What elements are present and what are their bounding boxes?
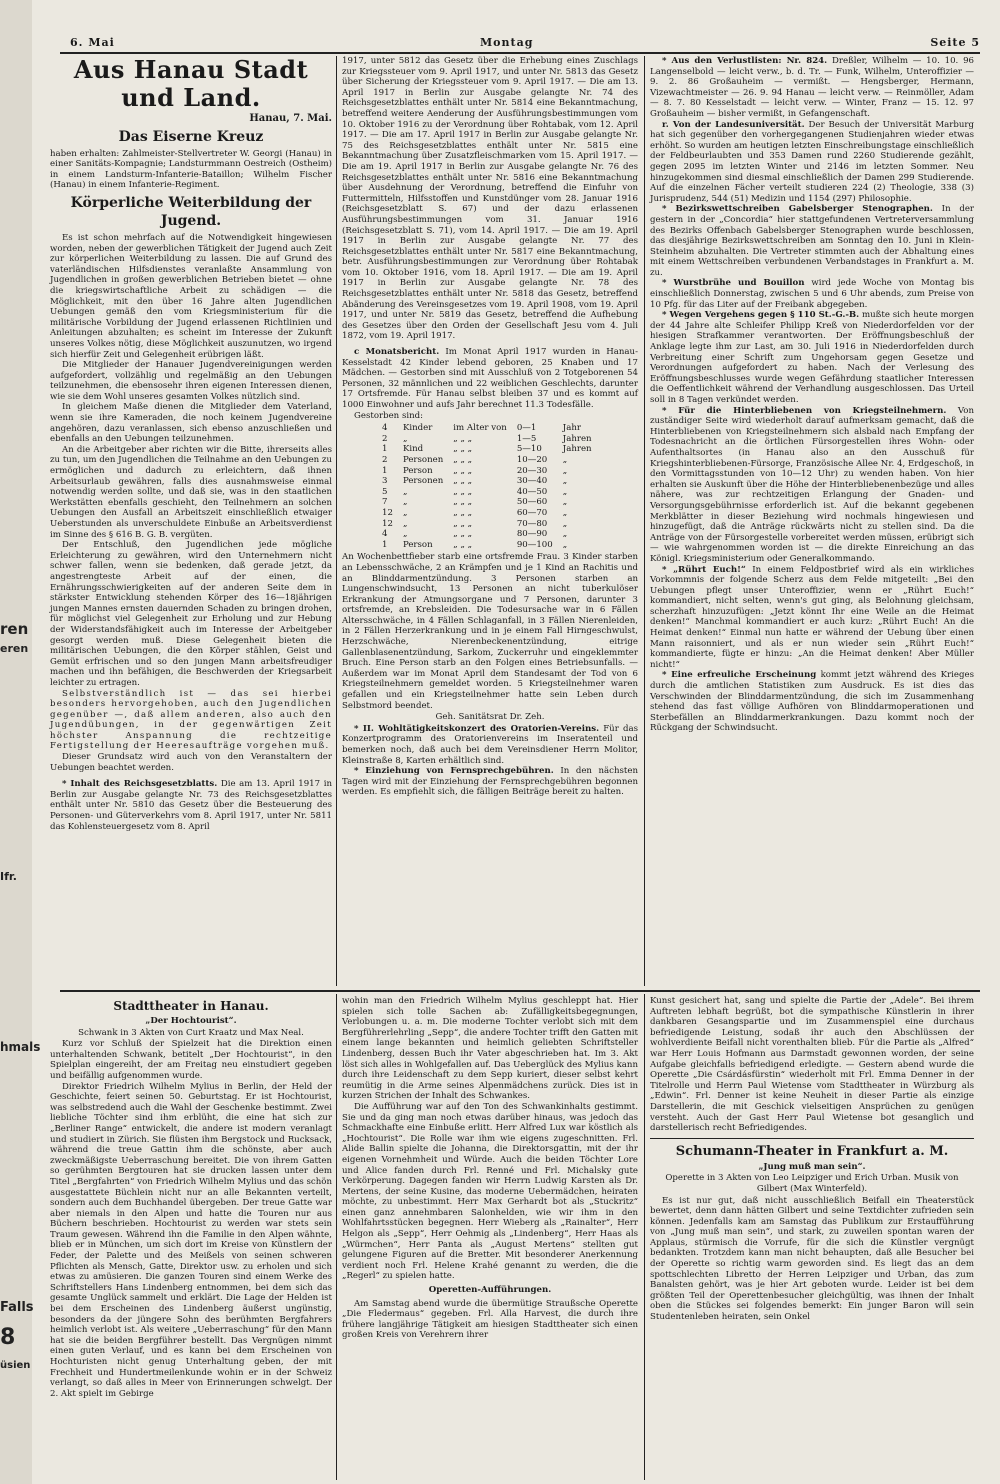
mortality-range: 5—10	[516, 444, 542, 455]
edge-fragment: Falls	[0, 1300, 34, 1315]
mortality-unit: „	[402, 529, 408, 540]
notice-head: * Bezirkswettschreiben Gabelsberger Stenographen.	[662, 204, 933, 215]
mortality-suffix: „	[562, 465, 568, 476]
notice-head: * Für die Hinterbliebenen von Kriegsteilnehmern.	[662, 405, 947, 416]
column-reports	[342, 56, 638, 986]
edge-fragment: eren	[0, 642, 29, 655]
mortality-unit: Person	[402, 539, 433, 550]
mortality-range: 1—5	[516, 433, 537, 444]
article-paragraph: Die Aufführung war auf den Ton des Schwankinhalts gestimmt. Sie und da ging man noch etwas darüber hinaus, was jedoch das Schmackhafte eine Einbuße erlitt. Herr Alfred Lux war köstlich als „Hochtourist“. Die Rolle war ihm wie eigens zugeschnitten. Frl. Alide Ballin spielte die Johanna, die Direktorsgattin, mit der ihr eigenen Vornehmheit und Würde. Auch die beiden Töchter Lore und Alice fanden durch Frl. Renné und Frl. Michalsky gute Verkörperung. Dagegen fanden wir Herrn Ludwig Karsten als Dr. Mertens, der seine Kusine, das moderne Uebermädchen, heiraten möchte, zu unbestimmt. Herr Max Gerhardt bot als „Stuckritz“ einen ganz annehmbaren Salonhelden, wie wir ihm in den Wohlfahrtsstücken begegnen. Herr Wieberg als „Rainalter“, Herr Helgon als „Sepp“, Herr Oehmig als „Lindenberg“, Herr Haas als „Würmchen“, Herr Panta als „August Mertens“ stellten gut gelungene Figuren auf die Bretter. Mit besonderer Anerkennung verdient noch Frl. Helene Krahé genannt zu werden, die die „Regerl“ zu spielen hatte.	[342, 1101, 638, 1282]
article-text: haben erhalten: Zahlmeister-Stellvertreter W. Georgi (Hanau) in einer Sanitäts-Kompagnie; Landsturmmann Oestreich (Ostheim) in einem Landsturm-Infanterie-Bataillon; Wilhelm Fischer (Hanau) in einem Infanterie-Regiment.	[50, 148, 332, 191]
article-paragraph: Selbstverständlich ist — das sei hierbei besonders hervorgehoben, auch den Jugendlichen gegenüber —, daß allem anderen, also auch den Jugendübungen, in der gegenwärtigen Zeit höchster Anspannung die rechtzeitige Fertigstellung der Heeresaufträge vorgehen muß.	[50, 688, 332, 752]
mortality-count: 4	[382, 423, 388, 434]
mortality-table	[382, 423, 602, 550]
notice-head: * II. Wohltätigkeitskonzert des Oratorien-Vereins.	[354, 723, 600, 734]
notice-text: In den nächsten Tagen wird mit der Einziehung der Fernsprechgebühren begonnen werden. Es empfiehlt sich, die fälligen Beiträge bereit zu halten.	[342, 766, 638, 798]
mortality-unit: „	[402, 518, 408, 529]
masthead-date: 6. Mai	[70, 36, 115, 49]
mortality-unit: Kinder	[402, 423, 433, 434]
section-title: Aus Hanau Stadt und Land.	[73, 55, 309, 112]
mortality-range: 70—80	[516, 518, 548, 529]
notice-text: Der Besuch der Universität Marburg hat sich gegenüber den vorhergegangenen Studienjahren wieder etwas erhöht. So wurden am heutigen letzten Einschreibungstage einschließlich der Feldbeurlaubten und 353 Damen rund 2260 Studierende gezählt, gegen 2095 im letzten Winter und 2146 im letzten Sommer. Neu hinzugekommen sind diesmal einschließlich der Damen 299 Studierende. Auf die einzelnen Fächer verteilt studieren 224 (2) Theologie, 338 (3) Jurisprudenz, 544 (51) Medizin und 1154 (297) Philosophie.	[650, 119, 975, 204]
notice-text: Dreßler, Wilhelm — 10. 10. 96 Langenselbold — leicht verw., b. d. Tr. — Funk, Wilhelm, Unteroffizier — 9. 2. 86 Großauheim — vermißt. — Hengsberger, Hermann, Vizewachtmeister — 26. 9. 94 Hanau — leicht verw. — Reinmöller, Adam — 8. 7. 80 Kesselstadt — leicht verw. — Winter, Franz — 15. 12. 97 Großauheim — bisher vermißt, in Gefangenschaft.	[650, 56, 975, 119]
notice-text: wird jede Woche von Montag bis einschließlich Donnerstag, zwischen 5 und 6 Uhr abends, zum Preise von 10 Pfg. für das Liter auf der Freibank abgegeben.	[650, 278, 974, 310]
mortality-prefix: „ „ „	[453, 433, 473, 444]
article-title: Stadttheater in Hanau.	[113, 999, 269, 1013]
article-paragraph: An die Arbeitgeber aber richten wir die Bitte, ihrerseits alles zu tun, um den Jugendlichen die Teilnahme an den Uebungen zu ermöglichen und dadurch zu erleichtern, daß ihnen Arbeitsurlaub gewähren, falls dies ausnahmsweise einmal notwendig werden sollte, und daß sie, was in den staatlichen Werkstätten ebenfalls geschieht, den Teilnehmern an solchen Uebungen den Ausfall an Arbeitszeit einschließlich etwaiger Ueberstunden als unverschuldete Einbuße an Arbeitsverdienst im Sinne des § 616 B. G. B. vergüten.	[50, 444, 332, 540]
column-theater-review-cont	[342, 996, 638, 1480]
mortality-range: 30—40	[516, 476, 548, 487]
mortality-prefix: „ „ „	[453, 507, 473, 518]
mortality-count: 1	[382, 465, 388, 476]
column-rule	[644, 994, 645, 1480]
article-paragraph: Kunst gesichert hat, sang und spielte die Partie der „Adele“. Bei ihrem Auftreten lebhaft begrüßt, bot die sympathische Künstlerin in ihrer dankbaren Gesangspartie und im Zusammenspiel eine durchaus befriedigende Leistung, sodaß ihr auch den Abschlüssen der wohlverdiente Beifall nicht vorenthalten blieb. Für die Partie als „Alfred“ war Herr Louis Hofmann aus Darmstadt gewonnen worden, der seine Aufgabe gleichfalls befriedigend erledigte. — Gestern abend wurde die Operette „Die Csárdásfürstin“ wiederholt mit Frl. Emma Denner in der Titelrolle und Herrn Paul Wietense vom Stadttheater in Würzburg als „Edwin“. Frl. Denner ist keine Neuheit in dieser Partie als einzige Darstellerin, die mit Geschick vielseitigen Ansprüchen zu genügen versteht. Auch der Gast Herr Paul Wietense bot gesanglich und darstellerisch recht Befriedigendes.	[650, 996, 974, 1134]
mortality-suffix: „	[562, 518, 568, 529]
notice-text: Die am 13. April 1917 in Berlin zur Ausgabe gelangte Nr. 73 des Reichsgesetzblattes enthält unter Nr. 5810 das Gesetz über die Besteuerung des Personen- und Güterverkehrs vom 8. April 1917, unter Nr. 5811 das Kohlensteuergesetz vom 8. April	[50, 779, 333, 832]
article-paragraph: Die Mitglieder der Hanauer Jugendvereinigungen werden aufgefordert, vollzählig und regelmäßig an den Uebungen teilzunehmen, die ebensosehr ihren eigenen Interessen dienen, wie sie dem Wohl unseres gesamten Volkes nützlich sind.	[50, 360, 332, 402]
edge-fragment: üsien	[0, 1360, 31, 1371]
article-paragraph: Es ist schon mehrfach auf die Notwendigkeit hingewiesen worden, neben der gewerblichen Tätigkeit der Jugend auch Zeit zur körperlichen Weiterbildung zu lassen. Die auf Grund des vaterländischen Hilfsdienstes veranlaßte Ansammlung von Jugendlichen in großen gewerblichen Betrieben bietet — ohne die kriegswirtschaftliche Arbeit zu schädigen — die Möglichkeit, mit den über 16 Jahre alten Jugendlichen Uebungen gemäß den vom Kriegsministerium für die militärische Vorbildung der Jugend erlassenen Richtlinien und Anleitungen abzuhalten; es scheint im Interesse der Zukunft unseres Volkes nötig, diese Möglichkeit auszunutzen, wo irgend sich hierfür Zeit und Gelegenheit erübrigen läßt.	[50, 232, 332, 360]
notice-head: c Monatsbericht.	[354, 347, 440, 358]
mortality-range: 50—60	[516, 497, 548, 508]
mortality-count: 3	[382, 476, 388, 487]
masthead	[40, 36, 980, 50]
mortality-count: 5	[382, 486, 388, 497]
article-text: An Wochenbettfieber starb eine ortsfremde Frau. 3 Kinder starben an Lebensschwäche, 2 an Krämpfen und je 1 Kind an Rachitis und an Blinddarmentzündung. 3 Personen starben an Lungenschwindsucht, 13 Personen an nicht tuberkulöser Erkrankung der Atmungsorgane und 7 Personen, darunter 3 ortsfremde, an Krebsleiden. Die Todesursache war in 6 Fällen Altersschwäche, in 4 Fällen Schlaganfall, in 3 Fällen Nierenleiden, in 2 Fällen Herzerkrankung und in je einem Fall Hirngeschwulst, Herzschwäche, Nierenbeckenentzündung, eitrige Gallenblasenentzündung, Sarkom, Zuckerruhr und eingeklemmter Bruch. Eine Person starb an den Folgen eines Betriebsunfalls. — Außerdem war im Monat April dem Standesamt der Tod von 6 Kriegsteilnehmern gemeldet worden. 5 Kriegsteilnehmer waren gefallen und ein Kriegsteilnehmer hatte sein Leben durch Selbstmord beendet.	[342, 552, 638, 711]
article-text: 1917, unter 5812 das Gesetz über die Erhebung eines Zuschlags zur Kriegssteuer vom 9. April 1917, und unter Nr. 5813 das Gesetz über Sicherung der Kriegssteuer vom 9. April 1917. — Die am 13. April 1917 in Berlin zur Ausgabe gelangte Nr. 74 des Reichsgesetzblattes enthält unter Nr. 5814 eine Bekanntmachung, betreffend weitere Aenderung der Ausführungsbestimmungen vom 10. Oktober 1916 zu der Verordnung über Rohtabak, vom 12. April 1917. — Die am 17. April 1917 in Berlin zur Ausgabe gelangte Nr. 75 des Reichsgesetzblattes enthält unter Nr. 5815 eine Bekanntmachung über Zusatzfleischmarken vom 15. April 1917. — Die am 19. April 1917 in Berlin zur Ausgabe gelangte Nr. 76 des Reichsgesetzblattes enthält unter Nr. 5816 eine Bekanntmachung über Ausdehnung der Verordnung, betreffend die Einfuhr von Futtermitteln, Hilfsstoffen und Kunstdünger vom 28. Januar 1916 (Reichsgesetzblatt S. 67) und der dazu erlassenen Ausführungsbestimmungen vom 31. Januar 1916 (Reichsgesetzblatt S. 71), vom 14. April 1917. — Die am 19. April 1917 in Berlin zur Ausgabe gelangte Nr. 77 des Reichsgesetzblattes enthält unter Nr. 5817 eine Bekanntmachung, betr. Ausführungsbestimmungen zur Verordnung über Rohtabak vom 10. Oktober 1916, vom 18. April 1917. — Die am 19. April 1917 in Berlin zur Ausgabe gelangte Nr. 78 des Reichsgesetzblattes enthält unter Nr. 5818 das Gesetz, betreffend Abänderung des Vereinsgesetzes vom 19. April 1908, vom 19. April 1917, und unter Nr. 5819 das Gesetz, betreffend die Aufhebung des Gesetzes über den Orden der Gesellschaft Jesu vom 4. Juli 1872, vom 19. April 1917.	[342, 56, 638, 342]
mortality-range: 20—30	[516, 465, 548, 476]
mortality-row	[382, 466, 602, 477]
masthead-rule	[60, 52, 980, 54]
mortality-suffix: „	[562, 486, 568, 497]
notice-head: * Einziehung von Fernsprechgebühren.	[354, 766, 554, 777]
mortality-row	[382, 519, 602, 530]
mortality-count: 1	[382, 444, 388, 455]
article-paragraph: In gleichem Maße dienen die Mitglieder dem Vaterland, wenn sie ihre Kameraden, die noch keinem Jugendvereine angehören, dazu veranlassen, sich ebenso anzuschließen und ebenfalls an den Uebungen teilzunehmen.	[50, 402, 332, 445]
notice-text: mußte sich heute morgen der 44 Jahre alte Schleifer Philipp Kreß von Niederdorfelden vor der hiesigen Strafkammer verantworten. Der Eröffnungsbeschluß der Anklage legte ihm zur Last, am 30. Juli 1916 in Niederdorfelden durch Verbreitung einer Schrift zum Ungehorsam gegen Gesetze und Verordnungen aufgefordert zu haben. Nach der Verlesung des Eröffnungsbeschlusses wurde wegen Gefährdung staatlicher Interessen die Oeffentlichkeit während der Verhandlung ausgeschlossen. Das Urteil soll in 8 Tagen verkündet werden.	[650, 310, 974, 405]
mortality-prefix: „ „ „	[453, 486, 473, 497]
dateline: Hanau, 7. Mai.	[249, 113, 332, 124]
mortality-count: 7	[382, 497, 388, 508]
column-rule	[336, 56, 337, 986]
mortality-row	[382, 423, 602, 434]
mortality-suffix: Jahren	[562, 444, 592, 455]
mortality-prefix: „ „ „	[453, 497, 473, 508]
article-title: Das Eiserne Kreuz	[118, 128, 264, 145]
mortality-suffix: „	[562, 529, 568, 540]
article-title: Schumann-Theater in Frankfurt a. M.	[675, 1143, 949, 1159]
mortality-range: 80—90	[516, 529, 548, 540]
mortality-range: 90—100	[516, 539, 553, 550]
column-local-news	[50, 56, 332, 986]
mortality-suffix: „	[562, 476, 568, 487]
column-notices	[650, 56, 974, 986]
mortality-count: 12	[382, 507, 393, 518]
notice-head: * Wurstbrühe und Bouillon	[662, 278, 805, 289]
mortality-prefix: „ „ „	[453, 529, 473, 540]
mortality-suffix: „	[562, 454, 568, 465]
notice-head: * „Rührt Euch!“	[662, 564, 746, 575]
notice-head: r. Von der Landesuniversität.	[662, 119, 805, 130]
adjacent-page-edge	[0, 0, 41, 1484]
mortality-unit: „	[402, 497, 408, 508]
mortality-row	[382, 455, 602, 466]
article-rule	[650, 1138, 974, 1139]
mortality-suffix: „	[562, 497, 568, 508]
article-paragraph: Dieser Grundsatz wird auch von den Veranstaltern der Uebungen beachtet werden.	[50, 752, 332, 773]
mortality-count: 2	[382, 433, 388, 444]
notice-text: Von zuständiger Seite wird wiederholt darauf aufmerksam gemacht, daß die Hinterbliebenen von Kriegsteilnehmern sich alsbald nach Empfang der Todesnachricht an die örtlichen Fürsorgestellen ihres Wohn- oder Aufenthaltsortes (in Hanau also an den Ausschuß für Kriegshinterbliebenen-Fürsorge, Französische Allee Nr. 4, Erdgeschoß, in den Vormittagsstunden von 10—12 Uhr) zu wenden haben. Von hier erhalten sie Auskunft über die Höhe der Hinterbliebenenbezüge und alles nähere, was zur rechtzeitigen Erlangung der Gnaden- und Versorgungsgebührnisse erforderlich ist. Auf die bekannt gegebenen Merkblätter in dieser Beziehung wird nochmals hingewiesen und hinzugefügt, daß die Anträge rückwärts nicht zu stellen sind. Da die Anträge von der Fürsorgestelle vorbereitet werden müssen, erübrigt sich — wie wahrgenommen worden ist — die direkte Einreichung an das Königl. Kriegsministerium oder Generalkommando.	[650, 405, 975, 564]
stats-label: Gestorben sind:	[354, 410, 424, 421]
signature: Geh. Sanitätsrat Dr. Zeh.	[435, 712, 545, 723]
edge-fragment: ren	[0, 620, 29, 638]
mortality-suffix: Jahr	[562, 423, 581, 434]
mortality-range: 60—70	[516, 507, 548, 518]
notice-text: Im Monat April 1917 wurden in Hanau-Kesselstadt 42 Kinder lebend geboren, 25 Knaben und 17 Mädchen. — Gestorben sind mit Ausschluß von 2 Totgeborenen 54 Personen, 32 männlichen und 22 weiblichen Geschlechts, darunter 17 Ortsfremde. Für Hanau selbst bleiben 37 und es kommt auf 1000 Einwohner und aufs Jahr berechnet 11.3 Todesfälle.	[342, 347, 638, 410]
mortality-row	[382, 487, 602, 498]
mortality-prefix: im Alter von	[453, 423, 507, 434]
column-theater-review	[50, 996, 332, 1480]
mortality-prefix: „ „ „	[453, 454, 473, 465]
article-paragraph: Der Entschluß, den Jugendlichen jede mögliche Erleichterung zu gewähren, wird den Unternehmern nicht schwer fallen, wenn sie bedenken, daß gerade jetzt, da angestrengteste Arbeit auf der einen, die Ernährungsschwierigkeiten auf der anderen Seite dem in stärkster Entwicklung stehenden Körper des 16—18jährigen jungen Mannes ernsten dauernden Schaden zu bringen drohen, für möglichst viel Gelegenheit zur Erholung und zur Hebung der Widerstandsfähigkeit auch im Interesse der Arbeitgeber gesorgt werden muß. Diese Gelegenheit bieten die militärischen Uebungen, die den Körper stählen, Geist und Gemüt erfrischen und so den jungen Mann arbeitsfreudiger machen und ihn befähigen, die Beschwerden der Kriegsarbeit leichter zu ertragen.	[50, 540, 332, 688]
mortality-prefix: „ „ „	[453, 476, 473, 487]
mortality-range: 10—20	[516, 454, 548, 465]
notice-text: In der gestern in der „Concordia“ hier stattgefundenen Vertreterversammlung des Bezirks Offenbach Gabelsberger Stenographen wurde beschlossen, das diesjährige Bezirkswettschreiben am Sonntag den 10. Juni in Klein-Steinheim abzuhalten. Die Vertreter stimmten auch der Abhaltung eines mit einem Wettschreiben verbundenen Verbandstages in Frankfurt a. M. zu.	[650, 204, 975, 278]
column-operetta-review	[650, 996, 974, 1480]
mortality-unit: Personen	[402, 454, 444, 465]
mortality-prefix: „ „ „	[453, 518, 473, 529]
notice-text: In einem Feldpostbrief wird als ein wirkliches Vorkommnis der folgende Scherz aus dem Felde mitgeteilt: „Bei den Uebungen pflegt unser Unteroffizier, wenn er „Rührt Euch!“ kommandiert, nicht selten, wenn's gut ging, als Belohnung gleichsam, scherzhaft hinzuzufügen: „Jetzt könnt Ihr eine Weile an die Heimat denken!“ Manchmal kommandiert er auch kurz: „Rührt Euch! An die Heimat denken!“ Einmal nun hatte er während der Uebung über einen Mann raisonniert, und als er nun wieder sein „Rührt Euch!“ kommandierte, fügte er hinzu: „An die Heimat denken! Aber Müller nicht!“	[650, 564, 974, 670]
notice-head: * Inhalt des Reichsgesetzblatts.	[62, 779, 218, 790]
article-credit: Schwank in 3 Akten von Curt Kraatz und Max Neal.	[78, 1027, 304, 1038]
notice-head: * Aus den Verlustlisten: Nr. 824.	[662, 56, 828, 66]
notice-head: * Wegen Vergehens gegen § 110 St.-G.-B.	[662, 310, 860, 321]
mortality-suffix: Jahren	[562, 433, 592, 444]
article-paragraph: wohin man den Friedrich Wilhelm Mylius geschleppt hat. Hier spielen sich tolle Sachen ab: Zufälligkeitsbegegnungen, Verlobungen u. a. m. Die moderne Tochter verlobt sich mit dem Bergführerlehrling „Sepp“, die andere Tochter trifft den Gatten mit einem lange bekannten und heimlich geliebten Schriftsteller Lindenberg, dessen Buch ihr Vater abgeschrieben hat. Im 3. Akt löst sich alles in Wohlgefallen auf. Das Ueberglück des Mylius kann durch ihre Leidenschaft zu dem Sepp kuriert, dieser selbst kehrt reumütig in die Arme seines Alpenmädchens zurück. Dies ist in kurzen Strichen der Inhalt des Schwankes.	[342, 996, 638, 1102]
mortality-count: 12	[382, 518, 393, 529]
mortality-range: 0—1	[516, 423, 537, 434]
mortality-row	[382, 476, 602, 487]
column-rule	[336, 994, 337, 1480]
article-subtitle: „Der Hochtourist“.	[145, 1016, 237, 1026]
section-rule	[60, 990, 980, 992]
mortality-prefix: „ „ „	[453, 465, 473, 476]
article-paragraph: Am Samstag abend wurde die übermütige Straußsche Operette „Die Fledermaus“ gegeben. Frl. Alla Harvest, die durch ihre frühere langjährige Tätigkeit am hiesigen Stadttheater sich einen großen Kreis von Verehrern ihrer	[342, 1298, 638, 1341]
article-title: Körperliche Weiterbildung der Jugend.	[70, 194, 312, 229]
mortality-unit: „	[402, 433, 408, 444]
column-rule	[644, 56, 645, 986]
mortality-count: 1	[382, 539, 388, 550]
mortality-row	[382, 508, 602, 519]
notice-text: Für das Konzertprogramm des Oratorienvereins im Inseratenteil und bemerken noch, daß auch bei dem Vereinsdiener Herrn Molitor, Kleinstraße 8, Karten erhältlich sind.	[342, 723, 638, 766]
mortality-prefix: „ „ „	[453, 444, 473, 455]
mortality-prefix: „ „ „	[453, 539, 473, 550]
article-credit: Operette in 3 Akten von Leo Leipziger und Erich Urban. Musik von Gilbert (Max Winterfeld).	[665, 1173, 959, 1194]
mortality-row	[382, 497, 602, 508]
mortality-unit: Person	[402, 465, 433, 476]
article-paragraph: Es ist nur gut, daß nicht ausschließlich Beifall ein Theaterstück bewertet, denn dann hätten Gilbert und seine Textdichter zufrieden sein können. Jedenfalls kam am Samstag das Publikum zur Erstaufführung von „Jung muß man sein“, und stark, zu zuweilen spontan waren der Applaus, stürmisch die Vorrufe, für die sich die Künstler vergnügt bedankten. Trotzdem kann man nicht behaupten, daß alle Besucher bei der Operette so richtig warm geworden sind. Es liegt das an dem spottschlechten Libretto der Herren Leipziger und Urban, das zum Banalsten gehört, was je hier Art geboten wurde. Leider ist bei dem größten Teil der Operettenbesucher gleichgültig, was ihnen der Inhalt oben die Stückes sei folgendes bemerkt: Ein junger Baron will sein Studentenleben heiraten, sein Onkel	[650, 1195, 974, 1323]
article-paragraph: Direktor Friedrich Wilhelm Mylius in Berlin, der Held der Geschichte, feiert seinen 50. Geburtstag. Er ist Hochtourist, was selbstredend auch die Wahl der Geschenke bestimmt. Zwei liebliche Töchter sind ihm erblüht, die eine hat sich zur „Berliner Range“ entwickelt, die andere ist modern veranlagt und studiert in Zürich. Sie flüsten ihm Bergstock und Rucksack, während die treue Gattin ihm die schönste, aber auch zweckmäßigste Ueberraschung bereitet. Die von ihrem Gatten so gerühmten Bergtouren hat sie drucken lassen unter dem Titel „Bergfahrten“ von Friedrich Wilhelm Mylius und das schön ausgestattete Büchlein nicht nur an alle Bekannten verteilt, sondern auch dem Buchhandel übergeben. Der treue Gatte war aber niemals in den Alpen und hatte die Touren nur aus Büchern beschrieben. Hochtourist zu werden war stets sein Traum gewesen. Während ihn die Familie in den Alpen wähnte, blieb er in München, um sich dort im Kreise von Künstlern der Feder, der Palette und des Meißels von seinen schweren Pflichten als Mensch, Gatte, Direktor usw. zu erholen und sich etwas zu amüsieren. Die ganzen Touren sind einem Werke des Schriftstellers Hans Lindenberg entnommen, bei dem sich das gesamte Unglück sammelt und erklärt. Die Lage der Helden ist bei dem Erscheinen des Lindenberg äußerst ungünstig, besonders da der jüngere Sohn des berühmten Bergfahrers heimlich verlobt ist. Als weitere „Ueberraschung“ für den Mann hat sie die beiden Bergführer bestellt. Das Vergnügen nimmt einen guten Verlauf, und es kann bei dem Erscheinen von Hochturisten nicht genug Unterhaltung geben, der mit Frechheit und Hundertmeilenkunde wohin er in der Schweiz verlangt, so daß alles in Meer von Erinnerungen schwelgt. Der 2. Akt spielt im Gebirge	[50, 1081, 332, 1399]
edge-fragment: 8	[0, 1325, 16, 1350]
mortality-count: 2	[382, 454, 388, 465]
mortality-row	[382, 540, 602, 551]
notice-text: kommt jetzt während des Krieges durch die amtlichen Statistiken zum Ausdruck. Es ist dies das Verschwinden der Blinddarmentzündung, die sich im Zusammenhang stehend das fast völlige Aufhören von Blinddarmoperationen und Sterbefällen an Blinddarmerkrankungen. Dazu kommt noch der Rückgang der Schwindsucht.	[650, 670, 974, 734]
notice-head: * Eine erfreuliche Erscheinung	[662, 670, 817, 681]
masthead-weekday: Montag	[480, 36, 534, 49]
mortality-row	[382, 434, 602, 445]
mortality-unit: Kind	[402, 444, 424, 455]
article-subtitle: „Jung muß man sein“.	[758, 1161, 866, 1172]
mortality-unit: „	[402, 486, 408, 497]
article-subhead: Operetten-Aufführungen.	[428, 1285, 552, 1296]
mortality-unit: „	[402, 507, 408, 518]
mortality-suffix: „	[562, 539, 568, 550]
edge-fragment: Ifr.	[0, 870, 17, 883]
article-paragraph: Kurz vor Schluß der Spielzeit hat die Direktion einen unterhaltenden Schwank, betitelt „Der Hochtourist“, in den Spielplan eingereiht, der am Freitag neu einstudiert gegeben und beifällig aufgenommen wurde.	[50, 1039, 332, 1081]
mortality-suffix: „	[562, 507, 568, 518]
masthead-page-number: Seite 5	[930, 36, 980, 49]
mortality-row	[382, 444, 602, 455]
mortality-row	[382, 529, 602, 540]
mortality-range: 40—50	[516, 486, 548, 497]
mortality-count: 4	[382, 529, 388, 540]
mortality-unit: Personen	[402, 476, 444, 487]
edge-fragment: hmals	[0, 1040, 41, 1054]
